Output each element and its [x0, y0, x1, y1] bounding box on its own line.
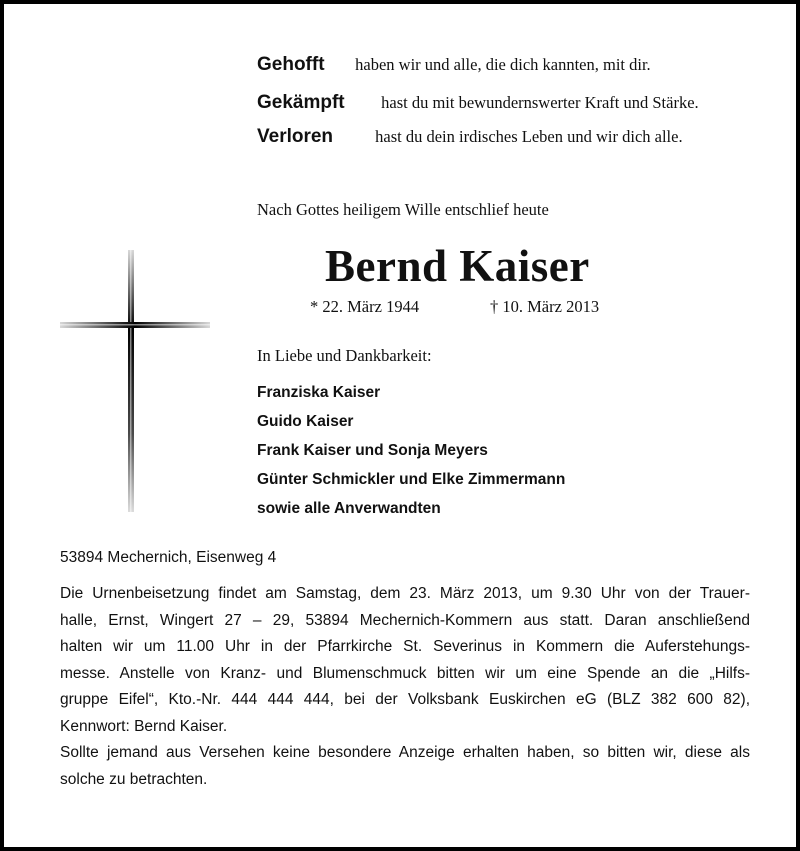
verse-text: hast du mit bewundernswerter Kraft und Stärke.	[381, 93, 699, 112]
mourners-list	[257, 378, 565, 523]
verse-keyword: Verloren	[257, 126, 334, 147]
deceased-name: Bernd Kaiser	[325, 241, 590, 291]
verse-text: hast du dein irdisches Leben und wir dich alle.	[375, 127, 683, 146]
body-line: Die Urnenbeisetzung findet am Samstag, dem 23. März 2013, um 9.30 Uhr von der Trauer-	[60, 585, 750, 602]
body-line: halle, Ernst, Wingert 27 – 29, 53894 Mechernich-Kommern aus statt. Daran anschließend	[60, 611, 750, 629]
address-line: 53894 Mechernich, Eisenweg 4	[60, 549, 277, 566]
verse-line-lost	[257, 126, 683, 148]
verse-keyword: Gekämpft	[257, 92, 345, 113]
body-line: halten wir um 11.00 Uhr in der Pfarrkirche St. Severinus in Kommern die Auferstehungs-	[60, 638, 750, 655]
death-date: † 10. März 2013	[490, 297, 600, 316]
body-line: Kennwort: Bernd Kaiser.	[60, 717, 228, 735]
mourner-name: Guido Kaiser	[257, 413, 354, 430]
verse-line-hoped	[257, 54, 651, 76]
verse-line-fought	[257, 92, 699, 114]
verse-keyword: Gehofft	[257, 54, 325, 75]
mourner-name: Franziska Kaiser	[257, 384, 381, 401]
mourner-name: Günter Schmickler und Elke Zimmermann	[257, 471, 566, 488]
body-line: solche zu betrachten.	[60, 770, 208, 788]
intro-text: Nach Gottes heiligem Wille entschlief heute	[257, 200, 549, 219]
dedication-text: In Liebe und Dankbarkeit:	[257, 346, 432, 365]
mourner-name: Frank Kaiser und Sonja Meyers	[257, 442, 488, 459]
cross-icon	[60, 250, 210, 512]
body-line: gruppe Eifel“, Kto.-Nr. 444 444 444, bei der Volksbank Euskirchen eG (BLZ 382 600 82),	[60, 691, 750, 708]
body-line: messe. Anstelle von Kranz- und Blumenschmuck bitten wir um eine Spende an die „Hilfs-	[60, 664, 750, 682]
birth-date: * 22. März 1944	[310, 297, 420, 316]
funeral-details	[60, 581, 750, 793]
mourner-name: sowie alle Anverwandten	[257, 500, 441, 517]
body-line: Sollte jemand aus Versehen keine besondere Anzeige erhalten haben, so bitten wir, diese als	[60, 744, 750, 761]
verse-text: haben wir und alle, die dich kannten, mit dir.	[355, 55, 651, 74]
